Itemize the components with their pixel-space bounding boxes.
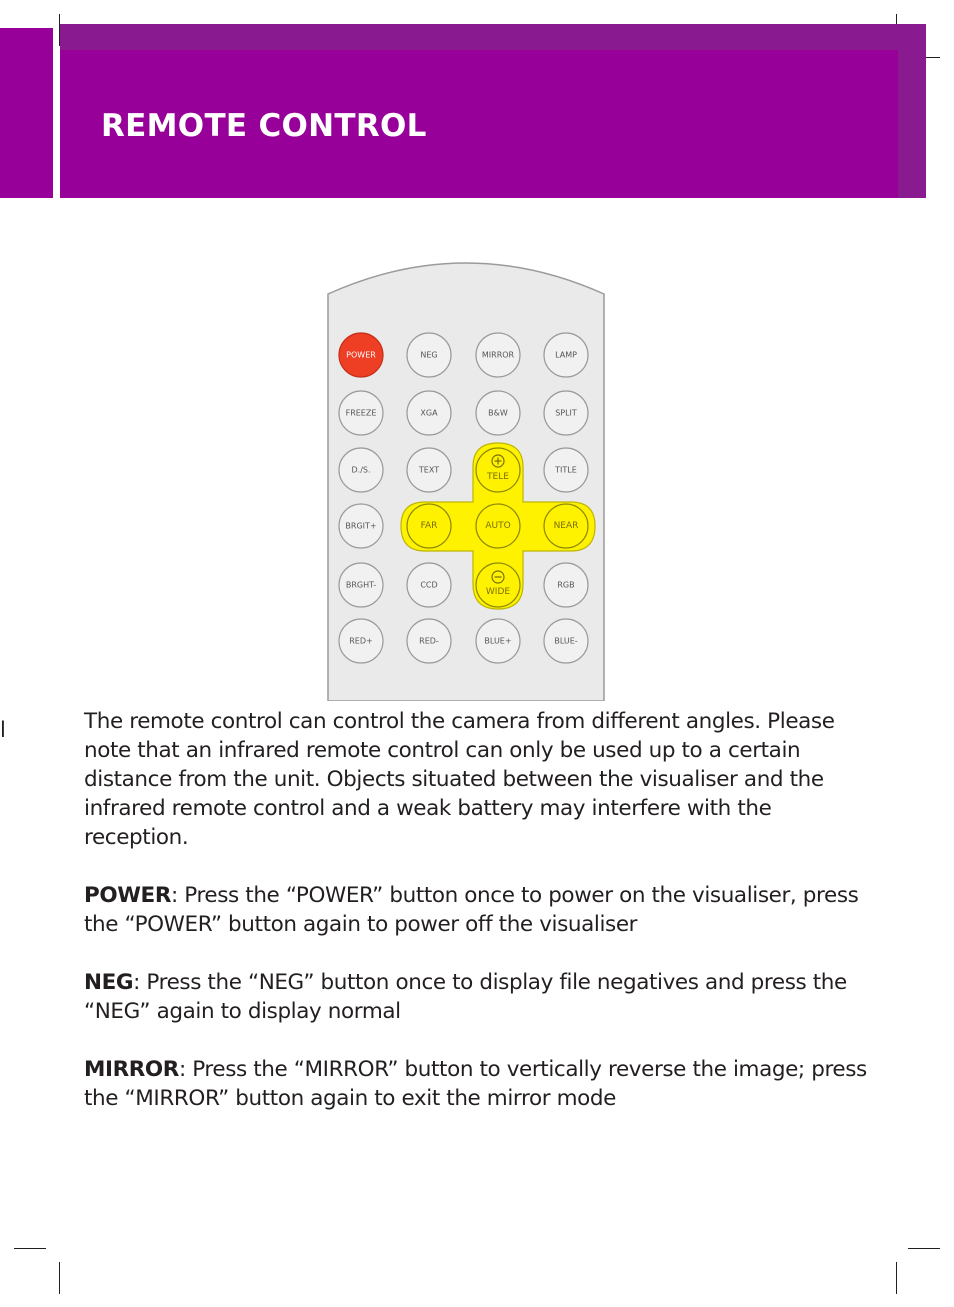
blue-minus-button-label: BLUE- <box>554 636 578 646</box>
neg-button-label: NEG <box>420 350 438 360</box>
page-tab <box>0 28 53 198</box>
rgb-remote-button <box>544 563 588 607</box>
rgb-button-label: RGB <box>557 580 575 590</box>
xga-button-label: XGA <box>420 408 438 418</box>
bw-button-label: B&W <box>488 408 508 418</box>
split-button-label: SPLIT <box>555 408 577 418</box>
intro-paragraph: The remote control can control the camera from different angles. Please note that an infrared remote control can only be used up to a certain distance from the unit. Objects situated between the visualiser and the infrared remote control and a weak battery may interfere with the reception. <box>84 709 835 850</box>
split-remote-button <box>544 391 588 435</box>
ds-button-label: D./S. <box>351 465 371 475</box>
tele-remote-button <box>476 448 520 492</box>
header-band <box>60 24 926 198</box>
red-minus-remote-button <box>407 619 451 663</box>
neg-paragraph <box>84 968 874 1026</box>
mirror-remote-button <box>476 333 520 377</box>
content-body <box>84 707 874 1142</box>
blue-plus-button-label: BLUE+ <box>484 636 512 646</box>
near-button-label: NEAR <box>553 521 579 531</box>
ds-remote-button <box>339 448 383 492</box>
crop-mark <box>59 1262 60 1294</box>
bright-plus-remote-button <box>339 504 383 548</box>
crop-mark <box>896 1262 897 1294</box>
bright-plus-button-label: BRGIT+ <box>345 521 377 531</box>
crop-mark <box>14 1248 46 1249</box>
bright-minus-remote-button <box>339 563 383 607</box>
wide-remote-button <box>476 563 520 607</box>
ccd-remote-button <box>407 563 451 607</box>
blue-minus-remote-button <box>544 619 588 663</box>
power-button-label: POWER <box>346 350 376 360</box>
page-title: REMOTE CONTROL <box>101 108 427 144</box>
mirror-description: : Press the “MIRROR” button to vertically reverse the image; press the “MIRROR” button again to exit the mirror mode <box>84 1057 867 1111</box>
auto-button-label: AUTO <box>485 521 511 531</box>
mirror-term: MIRROR <box>84 1057 179 1082</box>
header-top-strip <box>60 24 926 50</box>
lamp-remote-button <box>544 333 588 377</box>
mirror-paragraph <box>84 1055 874 1113</box>
bright-minus-button-label: BRGHT- <box>345 580 377 590</box>
power-term: POWER <box>84 883 171 908</box>
blue-plus-remote-button <box>476 619 520 663</box>
header-right-strip <box>898 24 926 198</box>
neg-term: NEG <box>84 970 134 995</box>
tele-button-label: TELE <box>487 472 509 482</box>
xga-remote-button <box>407 391 451 435</box>
near-remote-button <box>544 504 588 548</box>
red-plus-remote-button <box>339 619 383 663</box>
edge-mark: l <box>0 718 6 742</box>
mirror-button-label: MIRROR <box>481 350 515 360</box>
neg-description: : Press the “NEG” button once to display file negatives and press the “NEG” again to display normal <box>84 970 847 1024</box>
remote-control-illustration <box>327 254 605 701</box>
title-remote-button <box>544 448 588 492</box>
lamp-button-label: LAMP <box>555 350 577 360</box>
wide-button-label: WIDE <box>485 587 511 597</box>
red-minus-button-label: RED- <box>419 636 439 646</box>
wide-button-circle <box>476 563 520 607</box>
ccd-button-label: CCD <box>420 580 438 590</box>
red-plus-button-label: RED+ <box>349 636 373 646</box>
auto-remote-button <box>476 504 520 548</box>
freeze-button-label: FREEZE <box>345 408 377 418</box>
power-paragraph <box>84 881 874 939</box>
neg-remote-button <box>407 333 451 377</box>
far-button-label: FAR <box>420 521 438 531</box>
text-button-label: TEXT <box>418 465 440 475</box>
text-remote-button <box>407 448 451 492</box>
title-button-label: TITLE <box>555 465 577 475</box>
power-description: : Press the “POWER” button once to power on the visualiser, press the “POWER” button again to power off the visualiser <box>84 883 859 937</box>
bw-remote-button <box>476 391 520 435</box>
remote-control-svg <box>327 254 605 701</box>
power-remote-button <box>339 333 383 377</box>
crop-mark <box>908 1248 940 1249</box>
freeze-remote-button <box>339 391 383 435</box>
far-remote-button <box>407 504 451 548</box>
